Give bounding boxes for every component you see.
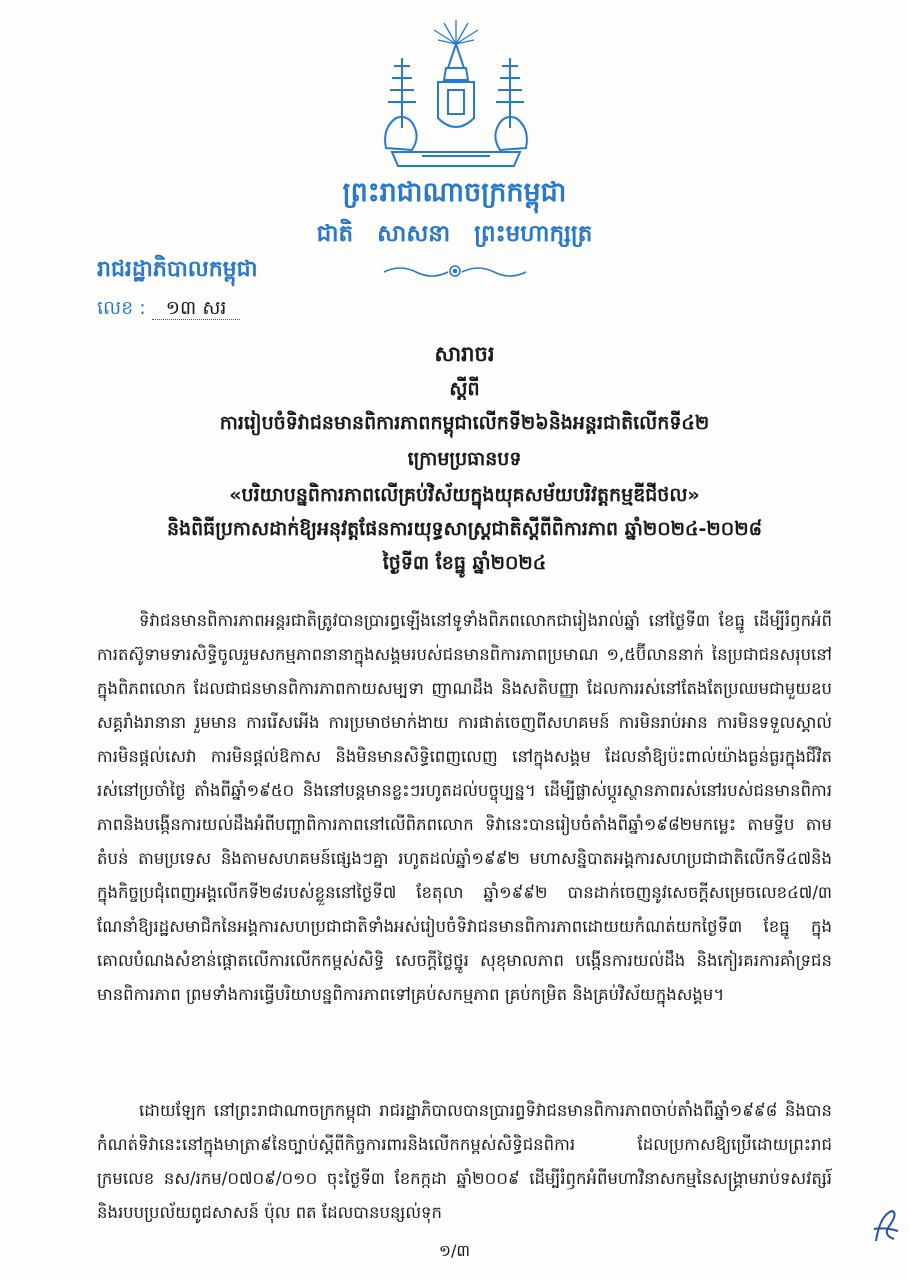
reference-label: លេខ : <box>97 297 146 319</box>
title-subject: ការរៀបចំទិវាជនមានពិការភាពកម្ពុជាលើកទី២៦និងអន្តរជាតិលើកទី៤២ <box>219 412 710 434</box>
title-theme-label: ក្រោមប្រធានបទ <box>407 448 522 470</box>
reference-number-line <box>97 296 240 324</box>
ornament-divider-icon <box>380 260 530 282</box>
government-name: រាជរដ្ឋាភិបាលកម្ពុជា <box>97 257 258 282</box>
body-paragraph-2: ដោយឡែក នៅព្រះរាជាណាចក្រកម្ពុជា រាជរដ្ឋាភិបាលបានប្រារព្ធទិវាជនមានពិការភាពចាប់តាំងពីឆ្នាំ១៩៩៨ និងបានកំណត់ទិវានេះនៅក្នុងមាត្រា៩នៃច្បាប់ស្តីពីកិច្ចការពារនិងលើកកម្ពស់សិទ្ធិជនពិការ ដែលប្រកាសឱ្យប្រើដោយព្រះរាជក្រមលេខ នស/រកម/០៧០៩/០១០ ចុះថ្ងៃទី៣ ខែកក្កដា ឆ្នាំ២០០៩ ដើម្បីរំឭកអំពីមហាវិនាសកម្មនៃសង្គ្រាមរាប់ទសវត្សរ៍ និងរបបប្រល័យពូជសាសន៍ ប៉ុល ពត ដែលបានបន្សល់ទុក <box>97 1101 832 1222</box>
reference-number: ១៣ សរ <box>152 297 241 320</box>
body-paragraph-1: ទិវាជនមានពិការភាពអន្តរជាតិត្រូវបានប្រារព្ធឡើងនៅទូទាំងពិភពលោកជារៀងរាល់ឆ្នាំ នៅថ្ងៃទី៣ ខែធ្នូ ដើម្បីរំឭកអំពីការតស៊ូទាមទារសិទ្ធិចូលរួមសកម្មភាពនានាក្នុងសង្គមរបស់ជនមានពិការភាពប្រមាណ ១,៥ប៊ីលាននាក់ នៃប្រជាជនសរុបនៅក្នុងពិភពលោក ដែលជាជនមានពិការភាពកាយសម្បទា ញាណដឹង និងសតិបញ្ញា ដែលការរស់នៅតែងតែប្រឈមជាមួយឧបសគ្គរាំងរានានា រួមមាន ការរើសអើង ការប្រមាថមាក់ងាយ ការផាត់ចេញពីសហគមន៍ ការមិនរាប់អាន ការមិនទទួលស្គាល់ ការមិនផ្តល់សេវា ការមិនផ្តល់ឱកាស និងមិនមានសិទ្ធិពេញលេញ នៅក្នុងសង្គម ដែលនាំឱ្យប៉ះពាល់យ៉ាងធ្ងន់ធ្ងរក្នុងជីវិតរស់នៅប្រចាំថ្ងៃ តាំងពីឆ្នាំ១៩៥០ និងនៅបន្តមានខ្លះៗរហូតដល់បច្ចុប្បន្ន។ ដើម្បីផ្លាស់ប្តូរស្ថានភាពរស់នៅរបស់ជនមានពិការភាពនិងបង្កើនការយល់ដឹងអំពីបញ្ហាពិការភាពនៅលើពិភពលោក ទិវានេះបានរៀបចំតាំងពីឆ្នាំ១៩៨២មកម្លេះ តាមទ្វីប តាមតំបន់ តាមប្រទេស និងតាមសហគមន៍ផ្សេងៗគ្នា រហូតដល់ឆ្នាំ១៩៩២ មហាសន្និបាតអង្គការសហប្រជាជាតិលើកទី៤៧និងក្នុងកិច្ចប្រជុំពេញអង្គលើកទី២៨របស់ខ្លួននៅថ្ងៃទី៧ ខែតុលា ឆ្នាំ១៩៩២ បានដាក់ចេញនូវសេចក្តីសម្រេចលេខ៤៧/៣ ណែនាំឱ្យរដ្ឋសមាជិកនៃអង្គការសហប្រជាជាតិទាំងអស់រៀបចំទិវាជនមានពិការភាពដោយយកំណត់យកថ្ងៃទី៣ ខែធ្នូ ក្នុងគោលបំណងសំខាន់ផ្តោតលើការលើកកម្ពស់សិទ្ធិ សេចក្តីថ្លៃថ្នូរ សុខុមាលភាព បង្កើនការយល់ដឹង និងកៀរគរការគាំទ្រជនមានពិការភាព ព្រមទាំងការធ្វើបរិយាបន្នពិការភាពទៅគ្រប់សកម្មភាព គ្រប់កម្រិត និងគ្រប់វិស័យក្នុងសង្គម។ <box>97 611 832 1004</box>
document-type-title: សារាចរ <box>434 342 495 366</box>
kingdom-name: ព្រះរាជាណាចក្រកម្ពុជា <box>342 177 567 208</box>
title-date: ថ្ងៃទី៣ ខែធ្នូ ឆ្នាំ២០២៤ <box>382 552 547 574</box>
handwritten-initial-signature <box>870 1205 902 1249</box>
page-number: ១/៣ <box>438 1241 471 1260</box>
title-strategic-plan: និងពិធីប្រកាសដាក់ឱ្យអនុវត្តផែនការយុទ្ធសាស្ត្រជាតិស្តីពីពិការភាព ឆ្នាំ២០២៤-២០២៨ <box>166 518 763 540</box>
royal-emblem-icon <box>372 18 540 176</box>
title-theme: «បរិយាបន្នពិការភាពលើគ្រប់វិស័យក្នុងយុគសម័យបរិវត្តកម្មឌីជីថល» <box>229 484 700 506</box>
national-motto: ជាតិ សាសនា ព្រះមហាក្សត្រ <box>316 221 593 247</box>
title-about: ស្តីពី <box>449 378 480 400</box>
